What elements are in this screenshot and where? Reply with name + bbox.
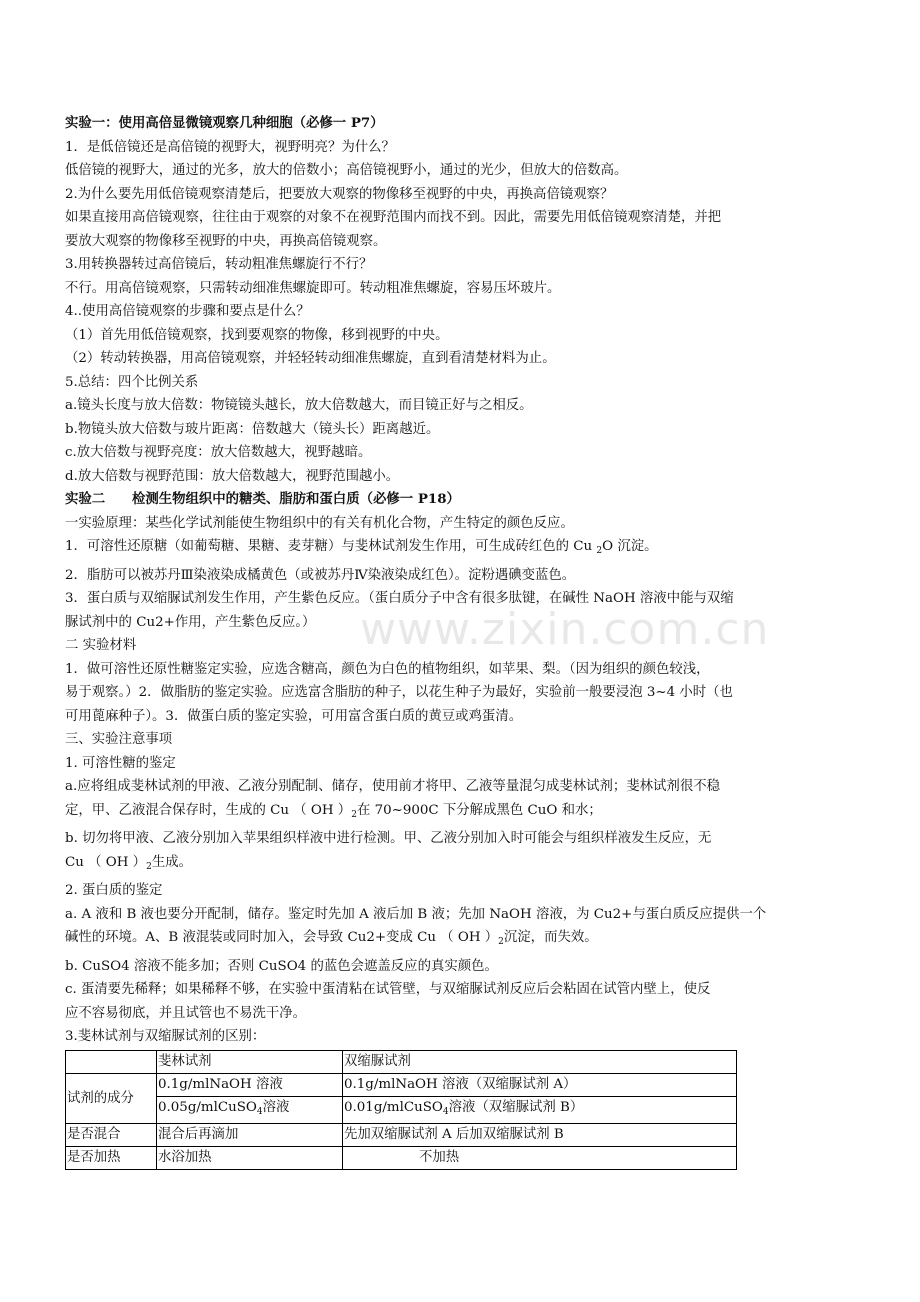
table-cell: 先加双缩脲试剂 A 后加双缩脲试剂 B bbox=[343, 1123, 737, 1146]
answer-1: 低倍镜的视野大，通过的光多，放大的倍数小；高倍镜视野小，通过的光少，但放大的倍数高。 bbox=[65, 163, 628, 178]
answer-4-step2: （2）转动转换器，用高倍镜观察，并轻轻转动细准焦螺旋，直到看清楚材料为止。 bbox=[65, 351, 556, 366]
principle-3-line2: 脲试剂中的 Cu2+作用，产生紫色反应。） bbox=[65, 614, 316, 630]
table-row bbox=[66, 1123, 737, 1146]
summary-a: a.镜头长度与放大倍数：物镜镜头越长，放大倍数越大，而目镜正好与之相反。 bbox=[65, 398, 533, 413]
principle: 一实验原理：某些化学试剂能使生物组织中的有关有机化合物，产生特定的颜色反应。 bbox=[65, 515, 574, 531]
answer-4-step1: （1）首先用低倍镜观察，找到要观察的物像，移到视野的中央。 bbox=[65, 327, 449, 343]
question-5: 5.总结：四个比例关系 bbox=[65, 374, 199, 390]
materials-title: 二 实验材料 bbox=[65, 638, 137, 653]
cell-text-end: 溶液（双缩脲试剂 B） bbox=[448, 1099, 584, 1115]
note-1b-line1: b. 切勿将甲液、乙液分别加入苹果组织样液中进行检测。甲、乙液分别加入时可能会与组织样液发生反应，无 bbox=[65, 831, 712, 846]
question-2: 2.为什么要先用低倍镜观察清楚后，把要放大观察的物像移至视野的中央，再换高倍镜观察？ bbox=[65, 186, 614, 202]
note-text-end: 沉淀，而失效。 bbox=[503, 930, 598, 945]
materials-line3: 可用蓖麻种子）。3．做蛋白质的鉴定实验，可用富含蛋白质的黄豆或鸡蛋清。 bbox=[65, 708, 523, 724]
note-1a-line2 bbox=[65, 799, 865, 828]
table-header-biuret: 双缩脲试剂 bbox=[343, 1050, 737, 1073]
table-cell: 水浴加热 bbox=[157, 1146, 343, 1169]
cell-text-end: 溶液 bbox=[262, 1099, 290, 1115]
table-row bbox=[66, 1096, 737, 1123]
note-2c-line2: 应不容易彻底，并且试管也不易洗干净。 bbox=[65, 1005, 307, 1021]
subscript: 2 bbox=[146, 861, 152, 872]
note-text-end: 生成。 bbox=[151, 854, 192, 870]
note-1a-line1: a.应将组成斐林试剂的甲液、乙液分别配制、储存，使用前才将甲、乙液等量混匀成斐林试剂；斐林试剂很不稳 bbox=[65, 779, 720, 794]
note-2a-line1: a. A 液和 B 液也要分开配制，储存。鉴定时先加 A 液后加 B 液；先加 NaOH 溶液，为 Cu2+与蛋白质反应提供一个 bbox=[65, 906, 767, 922]
table-cell: 0.1g/mlNaOH 溶液（双缩脲试剂 A） bbox=[343, 1073, 737, 1096]
table-cell: 0.1g/mlNaOH 溶液 bbox=[157, 1073, 343, 1096]
question-3: 3.用转换器转过高倍镜后，转动粗准焦螺旋行不行？ bbox=[65, 257, 373, 272]
table-row-label: 是否混合 bbox=[66, 1123, 157, 1146]
summary-c: c.放大倍数与视野亮度：放大倍数越大，视野越暗。 bbox=[65, 445, 372, 460]
materials-line1: 1．做可溶性还原性糖鉴定实验，应选含糖高，颜色为白色的植物组织，如苹果、梨。（因为组织的颜色较浅， bbox=[65, 661, 710, 677]
table-row bbox=[66, 1146, 737, 1169]
table-row bbox=[66, 1073, 737, 1096]
principle-1-text-end: O 沉淀。 bbox=[602, 539, 658, 554]
table-row-label: 是否加热 bbox=[66, 1146, 157, 1169]
note-2a-line2 bbox=[65, 926, 865, 955]
principle-2: 2．脂肪可以被苏丹Ⅲ染液染成橘黄色（或被苏丹Ⅳ染液染成红色）。淀粉遇碘变蓝色。 bbox=[65, 567, 576, 583]
table-header-fehling: 斐林试剂 bbox=[157, 1050, 343, 1073]
section-title-exp1: 实验一：使用高倍显微镜观察几种细胞（必修一 P7） bbox=[65, 115, 384, 131]
note-1b-line2 bbox=[65, 851, 865, 880]
subscript: 2 bbox=[351, 809, 357, 820]
table-cell: 混合后再滴加 bbox=[157, 1123, 343, 1146]
table-row bbox=[66, 1050, 737, 1073]
question-4: 4..使用高倍镜观察的步骤和要点是什么？ bbox=[65, 304, 310, 319]
note-text: Cu （ OH ） bbox=[65, 854, 147, 870]
principle-1 bbox=[65, 535, 865, 564]
answer-3: 不行。用高倍镜观察，只需转动细准焦螺旋即可。转动粗准焦螺旋，容易压坏玻片。 bbox=[65, 280, 561, 296]
materials-line2: 易于观察。）2．做脂肪的鉴定实验。应选富含脂肪的种子，以花生种子为最好，实验前一般要浸泡 3~4 小时（也 bbox=[65, 685, 733, 700]
note-text-end: 在 70~900C 下分解成黑色 CuO 和水； bbox=[356, 802, 602, 818]
note-2b: b. CuSO4 溶液不能多加；否则 CuSO4 的蓝色会遮盖反应的真实颜色。 bbox=[65, 958, 498, 974]
comparison-table bbox=[65, 1050, 737, 1170]
note-text: 碱性的环境。A、B 液混装或同时加入，会导致 Cu2+变成 Cu （ OH ） bbox=[65, 930, 499, 945]
note-2-title: 2. 蛋白质的鉴定 bbox=[65, 883, 163, 898]
note-1-title: 1. 可溶性糖的鉴定 bbox=[65, 755, 176, 771]
answer-2-line2: 要放大观察的物像移至视野的中央，再换高倍镜观察。 bbox=[65, 233, 387, 249]
watermark: www.zixin.com.cn bbox=[360, 604, 770, 655]
note-text: 定，甲、乙液混合保存时，生成的 Cu （ OH ） bbox=[65, 802, 352, 818]
section-title-exp2: 实验二 检测生物组织中的糖类、脂肪和蛋白质（必修一 P18） bbox=[65, 491, 460, 507]
table-cell bbox=[343, 1096, 737, 1123]
table-caption: 3.斐林试剂与双缩脲试剂的区别： bbox=[65, 1029, 266, 1044]
question-1: 1．是低倍镜还是高倍镜的视野大，视野明亮？为什么？ bbox=[65, 139, 395, 155]
subscript: 4 bbox=[442, 1106, 449, 1117]
subscript: 4 bbox=[256, 1106, 263, 1117]
summary-b: b.物镜头放大倍数与玻片距离：倍数越大（镜头长）距离越近。 bbox=[65, 421, 440, 437]
table-cell bbox=[157, 1096, 343, 1123]
subscript: 2 bbox=[596, 546, 603, 556]
document-body bbox=[65, 112, 865, 1170]
principle-3-line1: 3．蛋白质与双缩脲试剂发生作用，产生紫色反应。（蛋白质分子中含有很多肽键，在碱性 NaOH 溶液中能与双缩 bbox=[65, 591, 734, 606]
answer-2-line1: 如果直接用高倍镜观察，往往由于观察的对象不在视野范围内而找不到。因此，需要先用低倍镜观察清楚，并把 bbox=[65, 210, 722, 225]
table-cell: 不加热 bbox=[343, 1146, 737, 1169]
notes-title: 三、实验注意事项 bbox=[65, 732, 173, 747]
note-2c-line1: c. 蛋清要先稀释；如果稀释不够，在实验中蛋清粘在试管壁，与双缩脲试剂反应后会粘固在试管内壁上，使反 bbox=[65, 982, 711, 997]
table-cell bbox=[66, 1050, 157, 1073]
principle-1-text: 1．可溶性还原糖（如葡萄糖、果糖、麦芽糖）与斐林试剂发生作用，可生成砖红色的 Cu bbox=[65, 539, 597, 554]
summary-d: d.放大倍数与视野范围：放大倍数越大，视野范围越小。 bbox=[65, 468, 400, 484]
cell-text: 0.01g/mlCuSO bbox=[344, 1099, 443, 1115]
table-row-label: 试剂的成分 bbox=[66, 1073, 157, 1123]
subscript: 2 bbox=[498, 937, 504, 947]
cell-text: 0.05g/mlCuSO bbox=[158, 1099, 257, 1115]
